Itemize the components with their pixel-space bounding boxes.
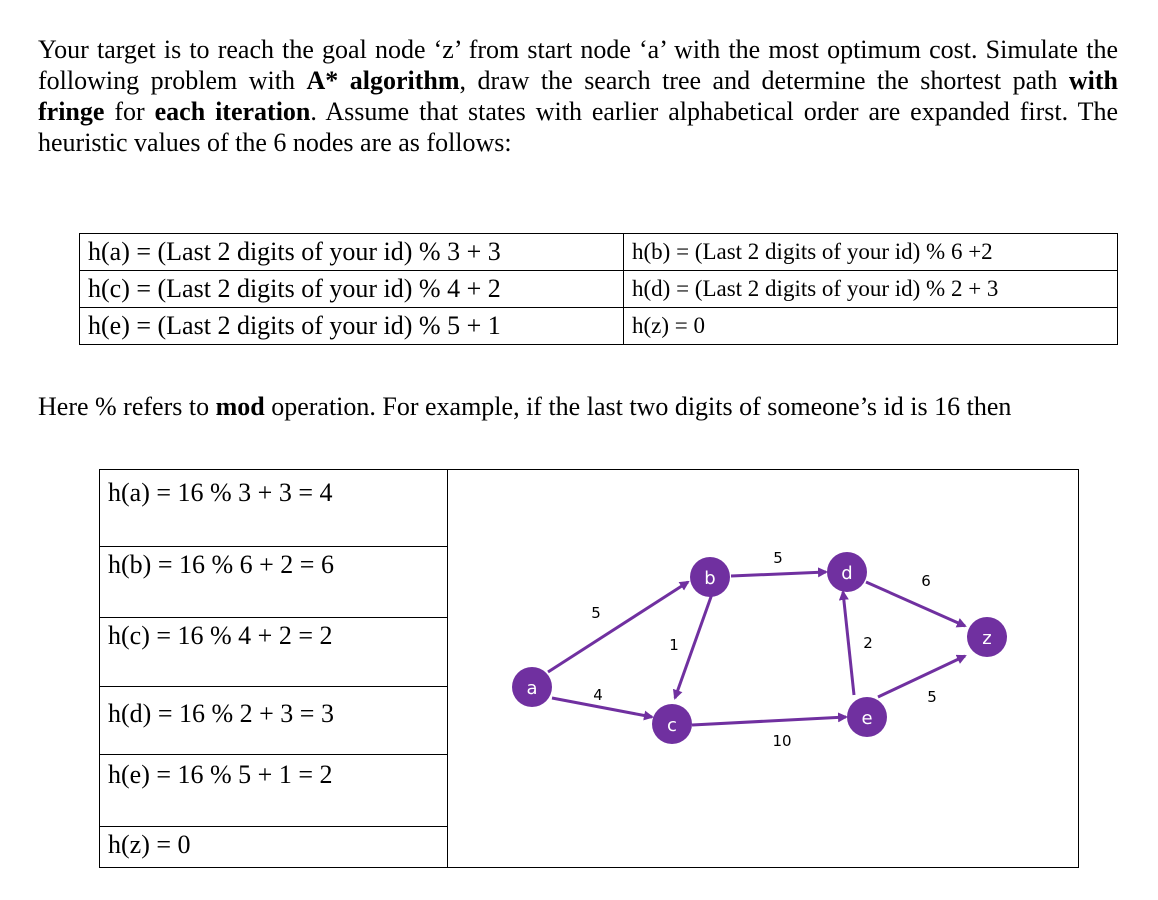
graph-diagram [448, 470, 1078, 867]
table-row [80, 271, 1118, 308]
edge-b-d [731, 572, 826, 576]
example-h-z: h(z) = 0 [100, 826, 447, 860]
node-label-b: b [704, 568, 716, 589]
example-h-e: h(e) = 16 % 5 + 1 = 2 [100, 754, 447, 790]
node-label-e: e [861, 708, 873, 729]
table-row [80, 234, 1118, 271]
weight-e-z: 5 [927, 688, 937, 706]
node-label-z: z [982, 628, 992, 649]
node-label-a: a [526, 678, 538, 699]
node-label-c: c [667, 715, 677, 736]
edge-e-z [878, 656, 965, 697]
edge-e-d [843, 592, 854, 695]
example-intro: Here % refers to mod operation. For example, if the last two digits of someone’s id is 16 then [38, 392, 1012, 421]
heuristic-a: h(a) = (Last 2 digits of your id) % 3 + 3 [80, 234, 624, 271]
example-h-a: h(a) = 16 % 3 + 3 = 4 [108, 478, 333, 507]
heuristic-z: h(z) = 0 [624, 308, 1118, 345]
node-label-d: d [841, 563, 853, 584]
heuristic-d: h(d) = (Last 2 digits of your id) % 2 + 3 [624, 271, 1118, 308]
edge-b-c [675, 594, 712, 698]
heuristic-c: h(c) = (Last 2 digits of your id) % 4 + 2 [80, 271, 624, 308]
weight-d-z: 6 [921, 572, 931, 590]
weight-b-c: 1 [669, 636, 679, 654]
edge-d-z [866, 582, 965, 626]
edge-c-e [692, 717, 846, 725]
edge-a-b [548, 582, 688, 672]
problem-statement: Your target is to reach the goal node ‘z’ from start node ‘a’ with the most optimum cost. Simulate the following problem with A* algorithm, draw the search tree and determine the shortest path with fringe for each iteration. Assume that states with earlier alphabetical order are expanded first. The heuristic values of the 6 nodes are as follows: [38, 35, 1118, 157]
weight-e-d: 2 [863, 634, 873, 652]
weight-b-d: 5 [773, 549, 783, 567]
weight-c-e: 10 [772, 732, 792, 750]
heuristic-b: h(b) = (Last 2 digits of your id) % 6 +2 [624, 234, 1118, 271]
heuristic-table [79, 233, 1118, 345]
example-h-d: h(d) = 16 % 2 + 3 = 3 [100, 686, 447, 729]
heuristic-e: h(e) = (Last 2 digits of your id) % 5 + 1 [80, 308, 624, 345]
example-values [100, 470, 448, 867]
weight-a-c: 4 [593, 686, 603, 704]
example-box [99, 469, 1079, 868]
example-h-b: h(b) = 16 % 6 + 2 = 6 [100, 546, 447, 580]
weight-a-b: 5 [591, 604, 601, 622]
example-h-c: h(c) = 16 % 4 + 2 = 2 [100, 617, 447, 651]
table-row [80, 308, 1118, 345]
